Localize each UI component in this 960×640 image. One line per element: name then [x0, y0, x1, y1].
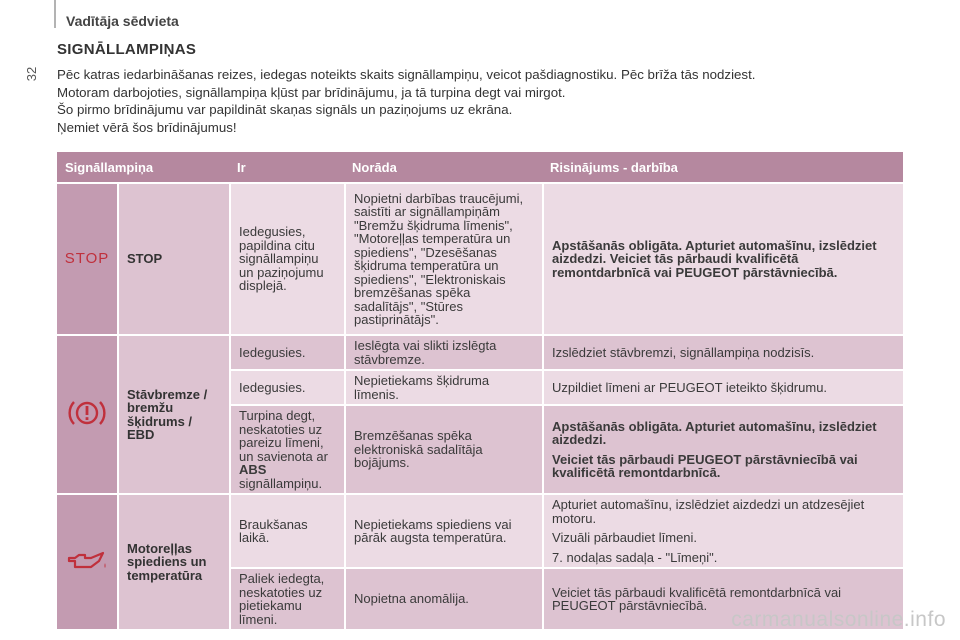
- brake-lamp-cell: [57, 336, 117, 493]
- oil-lamp-cell: [57, 495, 117, 629]
- lamp-action: [542, 495, 903, 567]
- stop-warning-icon: STOP: [64, 250, 110, 268]
- table-row: [57, 184, 903, 334]
- table-header-row: [57, 152, 903, 182]
- lamp-state: Iedegusies.: [229, 371, 344, 404]
- lamp-action: Veiciet tās pārbaudi kvalificētā remontdarbnīcā vai PEUGEOT pārstāvniecībā.: [542, 569, 903, 629]
- lamp-state: Paliek iedegta, neskatoties uz pietiekamu līmeni.: [229, 569, 344, 629]
- lamp-name: Stāvbremze / bremžu šķidrums / EBD: [117, 336, 229, 493]
- stop-lamp-cell: [57, 184, 117, 334]
- page-number: 32: [24, 66, 39, 82]
- lamp-action: Apstāšanās obligāta. Apturiet automašīnu, izslēdziet aizdedzi. Veiciet tās pārbaudi kvalificētā remontdarbnīcā vai PEUGEOT pārstāvniecībā.: [542, 184, 903, 334]
- action-line: 7. nodaļas sadaļa - "Līmeņi".: [552, 549, 718, 565]
- intro-line: Ņemiet vērā šos brīdinājumus!: [57, 119, 237, 135]
- warning-lamps-table: [57, 150, 903, 631]
- side-rule: [54, 0, 56, 28]
- action-line: Vizuāli pārbaudiet līmeni.: [552, 530, 698, 545]
- header-meaning: Norāda: [344, 152, 542, 182]
- intro-line: Šo pirmo brīdinājumu var papildināt skaņas signāls un paziņojums uz ekrāna.: [57, 102, 513, 117]
- lamp-action: [542, 406, 903, 493]
- table-row: [57, 336, 903, 369]
- watermark: carmanualsonline.info: [731, 608, 946, 631]
- lamp-action: Izslēdziet stāvbremzi, signāllampiņa nodzisīs.: [542, 336, 903, 369]
- section-label: Vadītāja sēdvieta: [66, 13, 179, 29]
- lamp-meaning: Ieslēgta vai slikti izslēgta stāvbremze.: [344, 336, 542, 369]
- brake-warning-icon: [68, 396, 106, 430]
- lamp-meaning: Nepietiekams spiediens vai pārāk augsta temperatūra.: [344, 495, 542, 567]
- page-title: SIGNĀLLAMPIŅAS: [57, 41, 197, 58]
- state-text: signāllampiņu.: [239, 475, 323, 491]
- intro-line: Pēc katras iedarbināšanas reizes, iedegas noteikts skaits signāllampiņu, veicot pašdiagnostiku. Pēc brīža tās nodziest.: [57, 67, 756, 82]
- header-state: Ir: [229, 152, 344, 182]
- lamp-name: Motoreļļas spiediens un temperatūra: [117, 495, 229, 629]
- oil-can-icon: [65, 549, 109, 573]
- lamp-meaning: Nopietni darbības traucējumi, saistīti ar signāllampiņām "Bremžu šķidruma līmenis", "Motoreļļas temperatūra un spiediens", "Dzesēšanas šķidruma temperatūra un spiediens", "Elektroniskais bremzēšanas spēka sadalītājs", "Stūres pastiprinātājs".: [344, 184, 542, 334]
- lamp-state: Braukšanas laikā.: [229, 495, 344, 567]
- header-action: Risinājums - darbība: [542, 152, 903, 182]
- action-line: Apstāšanās obligāta. Apturiet automašīnu, izslēdziet aizdedzi.: [552, 418, 877, 447]
- lamp-name: STOP: [117, 184, 229, 334]
- table-row: [57, 495, 903, 567]
- intro-line: Motoram darbojoties, signāllampiņa kļūst par brīdinājumu, ja tā turpina degt vai mirgot.: [57, 84, 566, 100]
- lamp-state: Iedegusies.: [229, 336, 344, 369]
- lamp-state: Iedegusies, papildina citu signāllampiņu un paziņojumu displejā.: [229, 184, 344, 334]
- lamp-action: Uzpildiet līmeni ar PEUGEOT ieteikto šķidrumu.: [542, 371, 903, 404]
- intro-text: [57, 66, 937, 136]
- lamp-meaning: Bremzēšanas spēka elektroniskā sadalītāja bojājums.: [344, 406, 542, 493]
- action-line: Apturiet automašīnu, izslēdziet aizdedzi un atdzesējiet motoru.: [552, 497, 865, 526]
- header-lamp: Signāllampiņa: [57, 152, 229, 182]
- lamp-state: [229, 406, 344, 493]
- abs-label: ABS: [239, 462, 267, 477]
- action-line: Veiciet tās pārbaudi PEUGEOT pārstāvniecībā vai kvalificētā remontdarbnīcā.: [552, 451, 858, 480]
- lamp-meaning: Nepietiekams šķidruma līmenis.: [344, 371, 542, 404]
- lamp-meaning: Nopietna anomālija.: [344, 569, 542, 629]
- state-text: Turpina degt, neskatoties uz pareizu līmeni, un savienota ar: [239, 408, 328, 464]
